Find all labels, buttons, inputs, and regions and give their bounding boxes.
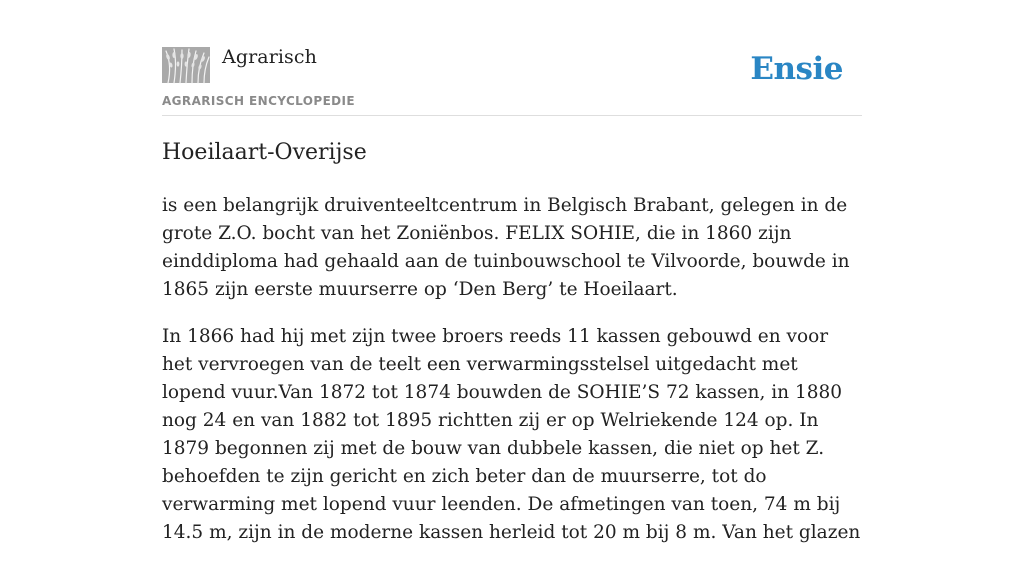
article-paragraph: is een belangrijk druiventeeltcentrum in Belgisch Brabant, gelegen in de grote Z.O. bocht van het Zoniënbos. FELIX SOHIE, die in 1860 zijn einddiploma had gehaald aan de tuinbouwschool te Vilvoorde, bouwde in 1865 zijn eerste muurserre op ‘Den Berg’ te Hoeilaart.: [162, 195, 850, 300]
article-paragraph: In 1866 had hij met zijn twee broers reeds 11 kassen gebouwd en voor het vervroegen van de teelt een verwarmingsstelsel uitgedacht met lopend vuur.Van 1872 tot 1874 bouwden de SOHIE’S 72 kassen, in 1880 nog 24 en van 1882 tot 1895 richtten zij er op Welriekende 124 op. In 1879 begonnen zij met de bouw van dubbele kassen, die niet op het Z. behoefden te zijn gericht en zich beter dan de muurserre, tot do verwarming met lopend vuur leenden. De afmetingen van toen, 74 m bij 14.5 m, zijn in de moderne kassen herleid tot 20 m bij 8 m. Van het glazen: [162, 326, 861, 543]
site-name-link[interactable]: Agrarisch: [222, 46, 317, 68]
ensie-brand-logo[interactable]: Ensie: [750, 51, 843, 87]
site-header: [162, 0, 862, 116]
site-subtitle: AGRARISCH ENCYCLOPEDIE: [162, 94, 355, 108]
content-container: [162, 0, 862, 543]
page-title: Hoeilaart-Overijse: [162, 140, 367, 165]
article-body: [162, 192, 862, 566]
wheat-logo-icon[interactable]: [162, 47, 210, 83]
